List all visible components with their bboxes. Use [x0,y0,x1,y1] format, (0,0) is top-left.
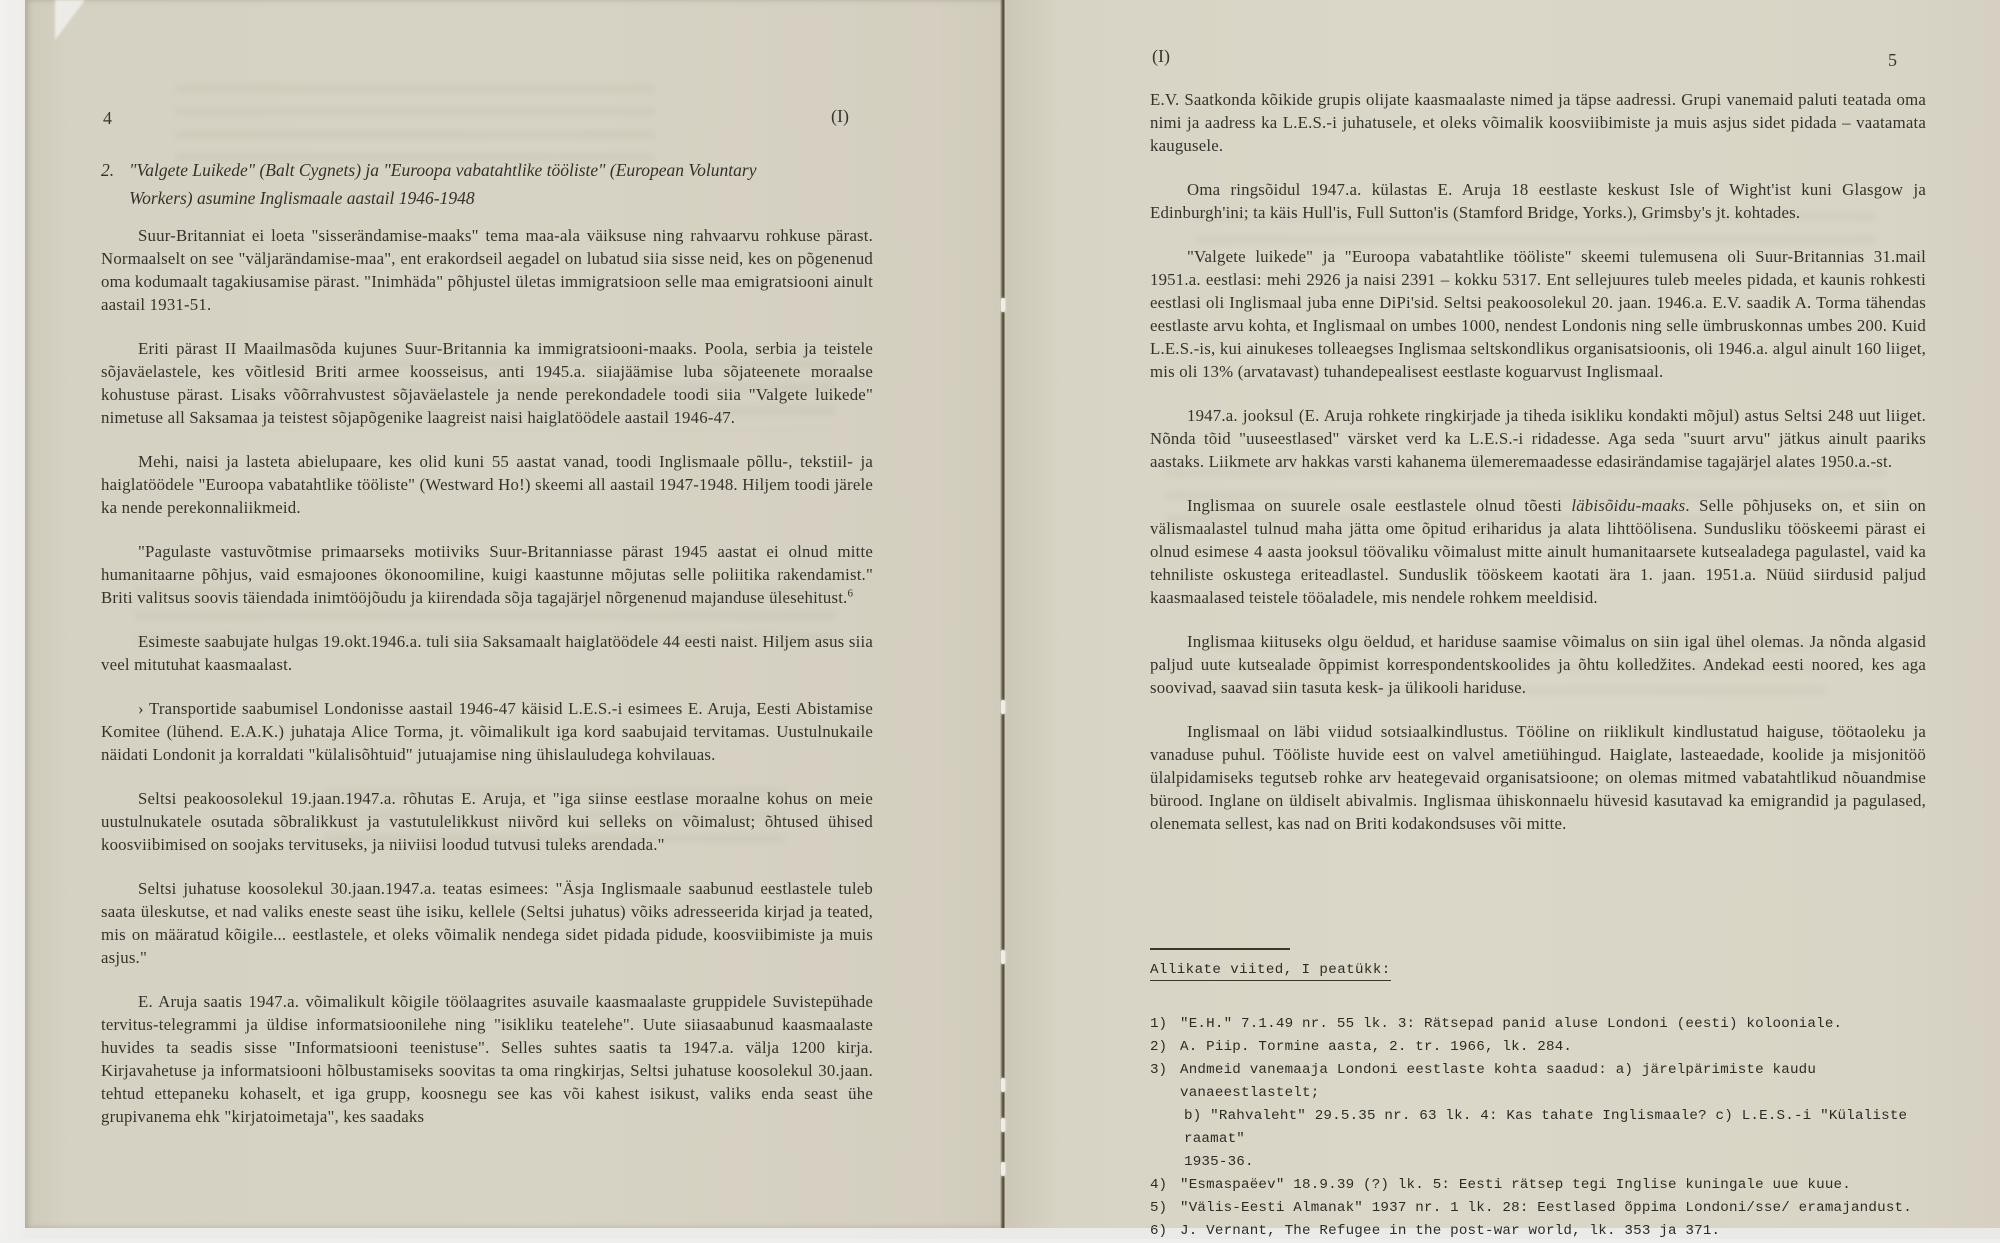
reference-item-continuation: b) "Rahvaleht" 29.5.35 nr. 63 lk. 4: Kas tahate Inglismaale? c) L.E.S.-i "Külaliste raamat" [1184,1108,1908,1147]
paragraph: Oma ringsõidul 1947.a. külastas E. Aruja 18 eestlaste keskust Isle of Wight'ist kuni Glasgow ja Edinburgh'ini; ta käis Hull'is, Full Sutton'is (Stamford Bridge, Yorks.), Grimsby's jt. kohtades. [1150,180,1926,222]
paragraph: E.V. Saatkonda kõikide grupis olijate kaasmaalaste nimed ja täpse aadressi. Grupi vanemaid paluti teatada oma nimi ja aadress ka L.E.S.-i juhatusele, et oleks võimalik koosviibimiste ja muis asjus sidet pidada – vaatamata kaugusele. [1150,90,1926,155]
binding-stitch [1001,700,1005,714]
binding-stitch [1001,1118,1005,1132]
page-right [1006,0,2000,1239]
section-heading [101,156,817,212]
paragraph: Inglismaa on suurele osale eestlastele olnud tõesti läbisõidu-maaks. Selle põhjuseks on, et siin on välismaalastel tulnud maha jätta ome õpitud eriharidus ja alata lihttöölisena. Sundusliku tööskeemi pärast ei olnud esimese 4 aasta jooksul töövaliku võimalust mitte ainult humanitaarsete kutsealadega pagulastel, vaid ka tehniliste oskustega eriteadlastel. Sunduslik tööskeem kaotati ära 1. jaan. 1951.a. Nüüd siirdusid paljud kaasmaalased teistele tööaladele, mis nendele rohkem meeldisid. [1150,496,1927,607]
chapter-mark-right: (I) [1152,46,1170,66]
binding-stitch [1001,1078,1005,1092]
paragraph: "Valgete luikede" ja "Euroopa vabatahtlike tööliste" skeemi tulemusena oli Suur-Britannias 31.mail 1951.a. eestlasi: mehi 2926 ja naisi 2391 – kokku 5317. Ent sellejuures tuleb meeles pidada, et kaunis rohkesti eestlasi oli Inglismaal juba enne DiPi'sid. Seltsi peakoosolekul 20. jaan. 1946.a. E.V. saadik A. Torma tähendas eestlaste arvu kohta, et Inglismaal on umbes 1000, nendest Londonis ning selle ümbruskonnas umbes 200. Kuid L.E.S.-is, kui ainukeses tolleaegses Inglismaa seltskondlikus organisatsioonis, oli 1946.a. algul ainult 160 liiget, mis oli 13% (arvatavast) tuhandepealisest eestlaste koguarvust Inglismaal. [1150,247,1926,381]
references-heading: Allikate viited, I peatükk: [1150,962,1391,981]
reference-item: 1) "E.H." 7.1.49 nr. 55 lk. 3: Rätsepad panid aluse Londoni (eesti) kolooniale. [1150,1016,1843,1032]
paragraph: Suur-Britanniat ei loeta "sisserändamise-maaks" tema maa-ala väiksuse ning rahvaarvu rohkuse pärast. Normaalselt on see "väljarändamise-maa", ent erakordseil aegadel on lubatud siia sisse neid, kes on põgenenud oma kodumaalt tagakiusamise pärast. "Inimhäda" põhjustel ületas immigratsioon selle maa emigratsiooni ainult aastail 1931-51. [101,226,873,314]
paragraph: 1947.a. jooksul (E. Aruja rohkete ringkirjade ja tiheda isikliku kondakti mõjul) astus Seltsi 248 uut liiget. Nõnda tõid "uuseestlased" värsket verd ka L.E.S.-i ridadesse. Aga seda "suurt arvu" jätkus ainult paariks aastaks. Liikmete arv hakkas varsti kahanema ülemeremaadesse edasirändamise tagajärjel alates 1950.a.-st. [1150,406,1926,471]
paragraph: Eriti pärast II Maailmasõda kujunes Suur-Britannia ka immigratsiooni-maaks. Poola, serbia ja teistele sõjaväelastele, kes võitlesid Briti armee koosseisus, anti 1945.a. siiajäämise luba sõjateenete moraalse kohustuse pärast. Lisaks võõrrahvustest sõjaväelastele ja nende perekondadele toodi siia "Valgete luikede" nimetuse all Saksamaa ja teistest sõjapõgenike laagreist naisi haiglatöödele aastail 1946-47. [101,339,873,427]
page-number-left: 4 [103,108,112,128]
paragraph: › Transportide saabumisel Londonisse aastail 1946-47 käisid L.E.S.-i esimees E. Aruja, Eesti Abistamise Komitee (lühend. E.A.K.) juhataja Alice Torma, jt. võimalikult iga kord saabujaid tervitamas. Uustulnukaile näidati Londonit ja korraldati "külalisõhtuid" jutuajamise ning ühislauludega kohvilauas. [101,699,873,764]
binding-stitch [1001,950,1005,964]
paragraph: Seltsi peakoosolekul 19.jaan.1947.a. rõhutas E. Aruja, et "iga siinse eestlase moraalne kohus on meie uustulnukatele osutada sõbralikkust ja vastutulelikkust niivõrd kui selleks on võimalust; õhtused ühised koosviibimised on soojaks tervituseks, ja niiviisi loodud tutvusi tuleks arendada." [101,789,873,854]
binding-stitch [1001,298,1005,312]
paragraph: Inglismaa kiituseks olgu öeldud, et hariduse saamise võimalus on siin igal ühel olemas. Ja nõnda algasid paljud uute kutsealade õppimist korrespondentskoolides ja õhtu kolledžites. Andekad eesti noored, kes aga soovivad, saavad siin tasuta kesk- ja ülikooli hariduse. [1150,632,1926,697]
page-left [25,0,1002,1228]
reference-item: 2) A. Piip. Tormine aasta, 2. tr. 1966, lk. 284. [1150,1039,1573,1055]
emphasized-term: läbisõidu-maaks [1571,496,1686,515]
binding-stitch [1001,1162,1005,1176]
paragraph: Inglismaal on läbi viidud sotsiaalkindlustus. Tööline on riiklikult kindlustatud haiguse, töötaoleku ja vanaduse puhul. Tööliste huvide eest on valvel ametiühingud. Haiglate, lasteaedade, koolide ja misjonitöö ülalpidamiseks tegutseb rohke arv heategevaid organisatsioone; on olemas mitmed vabatahtlikud nõuandmise bürood. Inglane on üldiselt abivalmis. Inglismaa ühiskonnaelu hüvesid kasutavad ka emigrandid ja pagulased, olenemata sellest, kas nad on Briti kodakondsuses või mitte. [1150,722,1926,833]
right-text-column [1150,88,1926,856]
section-number: 2. [101,160,115,180]
left-text-column [101,224,873,1149]
paragraph: "Pagulaste vastuvõtmise primaarseks motiiviks Suur-Britanniasse pärast 1945 aastat ei olnud mitte humanitaarne põhjus, vaid esmajoones ökonoomiline, kuigi kaastunne mõjutas selle poliitika rakendamist." Briti valitsus soovis täiendada inimtööjõudu ja kiirendada sõja tagajärjel nõrgenenud majanduse ülesehitust.$^6$ [101,542,873,607]
paragraph: Seltsi juhatuse koosolekul 30.jaan.1947.a. teatas esimees: "Äsja Inglismaale saabunud eestlastele tuleb saata üleskutse, et nad valiks eneste seast ühe isiku, kellele (Seltsi juhatus) võiks adresseerida kirjad ja teated, mis on määratud kõigile... eestlastele, et oleks võimalik nendega sidet pidada pidude, koosviibimiste ja muis asjus." [101,879,873,967]
reference-item: 3) Andmeid vanemaaja Londoni eestlaste kohta saadud: a) järelpärimiste kaudu vanaeestlastelt; [1150,1062,1817,1101]
bleed-through-ghost [175,84,655,162]
page-number-right: 5 [1888,50,1897,70]
section-title: "Valgete Luikede" (Balt Cygnets) ja "Euroopa vabatahtlike tööliste" (European Voluntary Workers) asumine Inglismaale aastail 1946-1948 [129,160,757,208]
footnote-marker: 6 [847,587,854,600]
chapter-mark-left: (I) [831,106,849,126]
paragraph: Mehi, naisi ja lasteta abielupaare, kes olid kuni 55 aastat vanad, toodi Inglismaale põllu-, tekstiil- ja haiglatöödele "Euroopa vabatahtlike tööliste" (Westward Ho!) skeemi all aastail 1947-1948. Hiljem toodi järele ka nende perekonnaliikmeid. [101,452,873,517]
page-corner-curl [55,0,85,40]
book-binding-gutter [1000,0,1006,1228]
paragraph: E. Aruja saatis 1947.a. võimalikult kõigile töölaagrites asuvaile kaasmaalaste gruppidele Suvistepühade tervitus-telegrammi ja üldise informatsioonilehe ning "isikliku teatelehe". Uute siiasaabunud kaasmaalaste huvides ta seadis sisse "Informatsiooni teenistuse". Selles suhtes saatis ta 1947.a. välja 1200 kirja. Kirjavahetuse ja informatsiooni hõlbustamiseks soovitas ta oma ringkirjas, Seltsi juhatuse koosolekul 30.jaan. tehtud ettepaneku kohaselt, et iga grupp, koosnegu see kas või kahest isikust, valiks enda seast ühe grupivanema ehk "kirjatoimetaja", kes saadaks [101,992,873,1126]
reference-item: 6) J. Vernant, The Refugee in the post-war world, lk. 353 ja 371. [1150,1223,1721,1239]
footnote-separator [1150,948,1290,950]
reference-item-continuation: 1935-36. [1184,1154,1254,1170]
references-section [1150,948,1940,1243]
paragraph: Esimeste saabujate hulgas 19.okt.1946.a. tuli siia Saksamaalt haiglatöödele 44 eesti naist. Hiljem asus siia veel mitutuhat kaasmaalast. [101,632,873,674]
reference-item: 5) "Välis-Eesti Almanak" 1937 nr. 1 lk. 28: Eestlased õppima Londoni/sse/ eramajandust. [1150,1200,1912,1216]
reference-item: 4) "Esmaspaëev" 18.9.39 (?) lk. 5: Eesti rätsep tegi Inglise kuningale uue kuue. [1150,1177,1851,1193]
